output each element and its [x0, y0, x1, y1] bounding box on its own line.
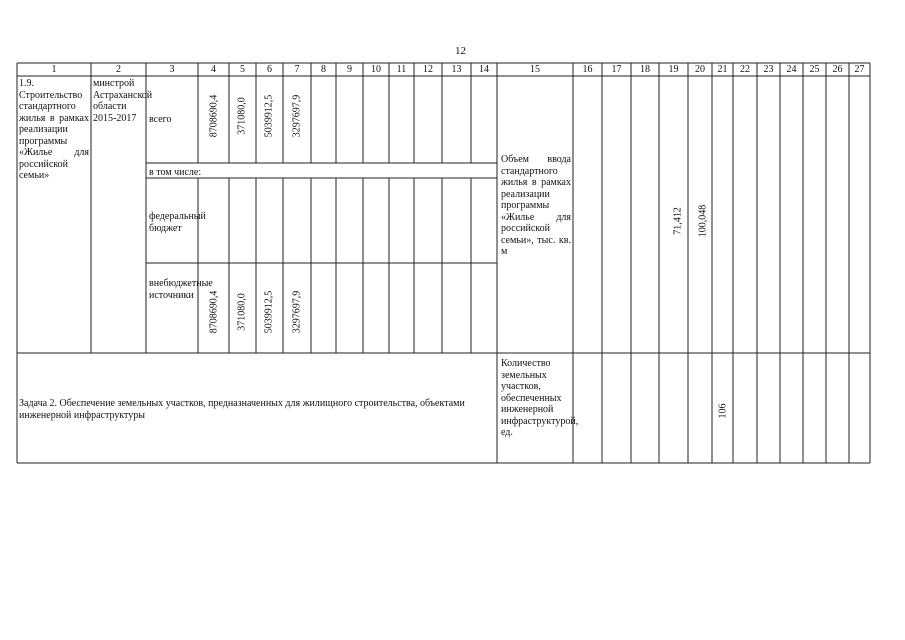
header-cell: 12 — [423, 64, 433, 75]
header-cell: 20 — [695, 64, 705, 75]
header-cell: 2 — [116, 64, 121, 75]
header-cell: 13 — [451, 64, 462, 75]
header-cell: 4 — [211, 64, 216, 75]
extrabudget-value: 3297697,9 — [291, 290, 303, 334]
header-cell: 14 — [479, 64, 489, 75]
header-cell: 10 — [371, 64, 381, 75]
activity-name: 1.9. Строительство стандартного жилья в рамках реализации программы «Жилье для российской семьи» — [19, 78, 89, 181]
header-cell: 5 — [240, 64, 245, 75]
header-cell: 1 — [51, 64, 57, 75]
executor-name: минстрой Астраханской области 2015-2017 — [93, 78, 153, 124]
header-cell: 26 — [832, 64, 843, 75]
header-cell: 25 — [809, 64, 820, 75]
total-value: 5039912,5 — [263, 94, 275, 138]
header-cell: 19 — [668, 64, 679, 75]
task-2-text: Задача 2. Обеспечение земельных участков, предназначенных для жилищного строительства, объектами инженерной инфраструктуры — [19, 398, 465, 421]
indicator-value-col20: 100,048 — [697, 204, 709, 238]
indicator-housing: Объем ввода стандартного жилья в рамках реализации программы «Жилье для российской семьи», тыс. кв. м — [501, 154, 571, 257]
header-cell: 24 — [786, 64, 797, 75]
header-cell: 7 — [294, 64, 300, 75]
header-cell: 17 — [611, 64, 622, 75]
indicator-value-col19: 71,412 — [672, 207, 684, 235]
header-cell: 21 — [717, 64, 728, 75]
header-cell: 3 — [169, 64, 175, 75]
header-cell: 18 — [640, 64, 650, 75]
total-label: всего — [149, 114, 172, 125]
task-2-value: 106 — [717, 403, 729, 419]
header-cell: 11 — [396, 64, 407, 75]
header-cell: 22 — [740, 64, 750, 75]
header-cell: 16 — [582, 64, 593, 75]
header-cell: 23 — [763, 64, 774, 75]
header-cell: 9 — [347, 64, 352, 75]
total-value: 371080,0 — [236, 97, 248, 135]
page-number: 12 — [455, 45, 466, 57]
total-value: 8708690,4 — [208, 94, 220, 138]
extrabudget-value: 5039912,5 — [263, 290, 275, 334]
header-cell: 8 — [321, 64, 326, 75]
including-label: в том числе: — [149, 167, 202, 178]
task-2-indicator: Количество земельных участков, обеспеченных инженерной инфраструктурой, ед. — [501, 358, 579, 438]
extrabudget-value: 8708690,4 — [208, 290, 220, 334]
header-cell: 15 — [530, 64, 540, 75]
header-cell: 6 — [267, 64, 272, 75]
header-cell: 27 — [854, 64, 865, 75]
total-value: 3297697,9 — [291, 94, 303, 138]
federal-budget-label: федеральный бюджет — [149, 211, 206, 234]
extrabudget-label: внебюджетные источники — [149, 278, 213, 301]
extrabudget-value: 371080,0 — [236, 293, 248, 331]
